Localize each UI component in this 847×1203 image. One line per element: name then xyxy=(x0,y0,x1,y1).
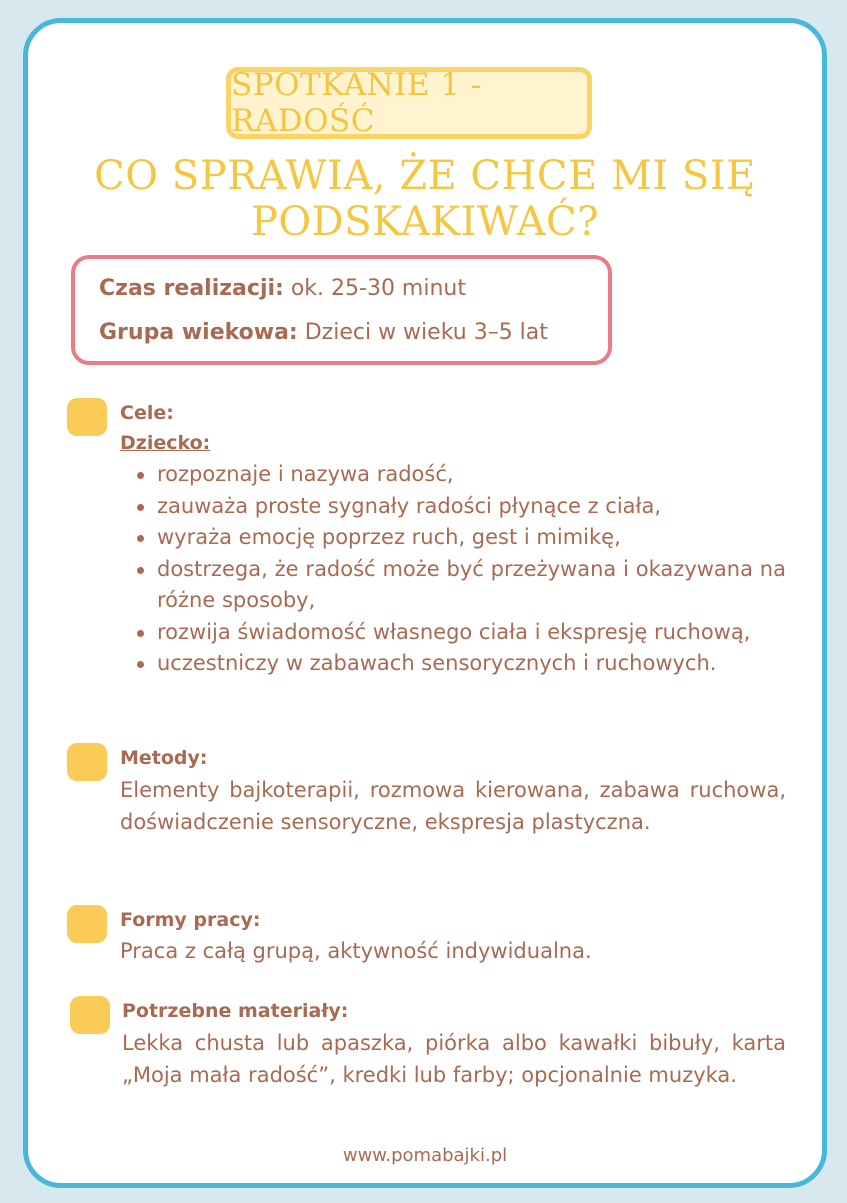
goals-heading: Cele: xyxy=(120,402,174,424)
list-item: dostrzega, że radość może być przeżywana i okazywana na różne sposoby, xyxy=(135,554,786,617)
forms-bullet-icon xyxy=(67,905,107,943)
goals-list xyxy=(135,459,786,680)
list-item: wyraża emocję poprzez ruch, gest i mimikę, xyxy=(135,522,786,554)
time-line xyxy=(99,273,608,317)
group-value: Dzieci w wieku 3–5 lat xyxy=(297,320,548,345)
methods-heading: Metody: xyxy=(120,747,208,769)
materials-bullet-icon xyxy=(70,996,110,1034)
page-subtitle: CO SPRAWIA, ŻE CHCE MI SIĘ PODSKAKIWAĆ? xyxy=(94,153,756,245)
goals-subheading: Dziecko: xyxy=(120,432,211,454)
forms-heading: Formy pracy: xyxy=(120,909,261,931)
list-item: zauważa proste sygnały radości płynące z ciała, xyxy=(135,491,786,523)
list-item: rozwija świadomość własnego ciała i ekspresję ruchową, xyxy=(135,617,786,649)
list-item: rozpoznaje i nazywa radość, xyxy=(135,459,786,491)
info-box xyxy=(71,255,612,365)
group-label: Grupa wiekowa: xyxy=(99,320,298,345)
page-title: SPOTKANIE 1 - RADOŚĆ xyxy=(231,67,482,139)
group-line xyxy=(99,317,608,361)
footer-url: www.pomabajki.pl xyxy=(342,1145,508,1166)
list-item: uczestniczy w zabawach sensorycznych i ruchowych. xyxy=(135,648,786,680)
lesson-card xyxy=(23,18,827,1188)
materials-heading: Potrzebne materiały: xyxy=(122,1000,349,1022)
time-value: ok. 25-30 minut xyxy=(283,276,466,301)
time-label: Czas realizacji: xyxy=(99,276,284,301)
methods-bullet-icon xyxy=(67,743,107,781)
title-box xyxy=(226,67,592,139)
materials-text: Lekka chusta lub apaszka, piórka albo kawałki bibuły, karta „Moja mała radość”, kredki lub farby; opcjonalnie muzyka. xyxy=(122,1031,786,1087)
forms-text: Praca z całą grupą, aktywność indywidualna. xyxy=(120,939,592,963)
goals-bullet-icon xyxy=(67,398,107,436)
methods-text: Elementy bajkoterapii, rozmowa kierowana, zabawa ruchowa, doświadczenie sensoryczne, ekspresja plastyczna. xyxy=(120,778,786,834)
